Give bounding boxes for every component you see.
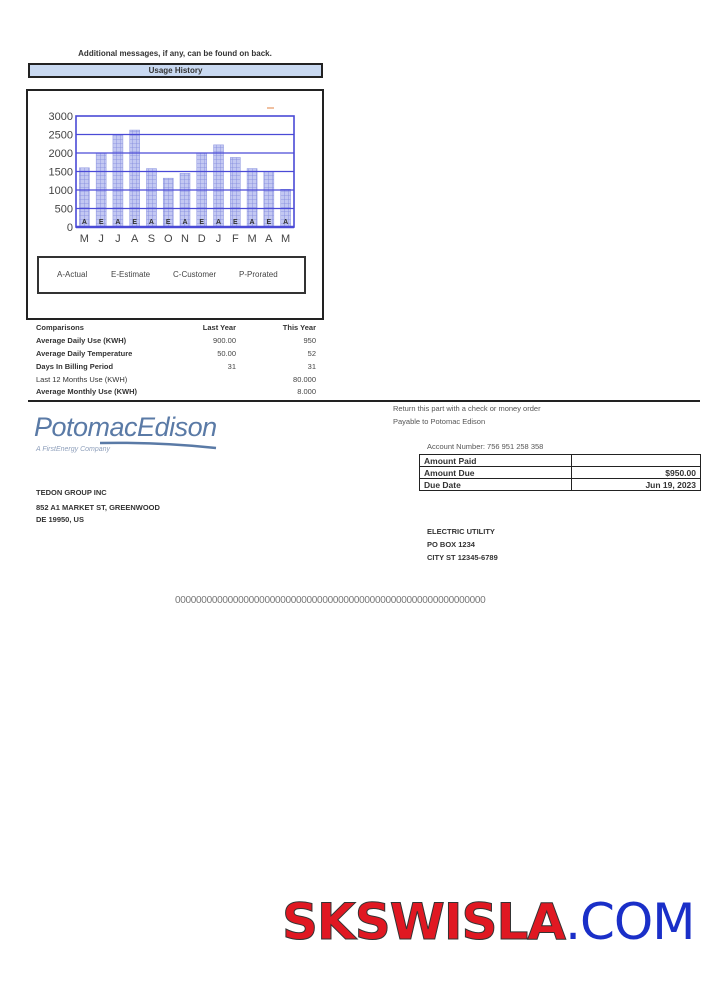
remit-address-line2: PO BOX 1234 [427,540,475,549]
comparison-this: 80.000 [293,375,316,384]
comparison-last: 31 [227,362,236,371]
tear-off-divider [28,400,700,402]
legend-customer: C-Customer [173,270,217,279]
watermark-part2: .COM [565,893,695,951]
usage-bar [214,145,224,227]
legend-prorated: P-Prorated [239,270,278,279]
customer-address-line2: DE 19950, US [36,515,84,524]
y-tick-label: 0 [66,222,73,234]
bar-code-label: E [132,219,138,226]
comparison-last: 900.00 [213,336,236,345]
bar-code-label: A [216,219,222,226]
scanline-code: 00000000000000000000000000000000000000000000000000000000000 [175,595,486,606]
usage-chart [28,91,320,251]
x-tick-label: D [197,233,206,245]
bar-code-label: A [283,219,289,226]
payable-to: Payable to Potomac Edison [393,417,486,426]
comparison-last: 50.00 [217,349,236,358]
potomac-edison-logo: PotomacEdison [34,412,217,442]
comparison-this: 950 [303,336,316,345]
due-date-row [420,479,701,491]
x-tick-label: O [163,233,173,245]
usage-bar [113,135,123,228]
comparison-row-label: Average Daily Temperature [36,349,133,358]
account-number: Account Number: 756 951 258 358 [427,442,544,451]
comparison-row-label: Last 12 Months Use (KWH) [36,375,128,384]
comparison-row-label: Average Monthly Use (KWH) [36,387,137,396]
y-tick-label: 2000 [48,148,73,160]
y-tick-label: 3000 [48,111,73,123]
x-tick-label: M [247,233,257,245]
y-tick-label: 1500 [48,166,73,179]
x-tick-label: J [115,233,121,245]
x-tick-label: N [181,233,189,245]
amount-paid-label: Amount Paid [420,455,572,467]
comparisons-header: Comparisons [36,323,84,332]
x-tick-label: A [265,233,273,245]
bar-code-label: E [199,219,205,226]
amount-paid-field[interactable] [572,455,701,467]
watermark-part1: SKSWISLA [282,893,566,951]
x-tick-label: M [79,233,89,245]
bar-code-label: A [148,219,154,226]
customer-name: TEDON GROUP INC [36,488,107,497]
bar-code-label: E [232,219,238,226]
x-tick-label: M [281,233,291,245]
legend-estimate: E-Estimate [111,270,151,279]
remit-address-line1: ELECTRIC UTILITY [427,527,495,536]
logo-tagline: A FirstEnergy Company [36,446,111,453]
x-tick-label: J [215,233,222,245]
x-tick-label: J [98,233,104,245]
additional-messages-note: Additional messages, if any, can be found on back. [78,49,272,58]
bar-code-label: A [81,219,87,226]
remit-address-line3: CITY ST 12345-6789 [427,553,498,562]
bar-code-label: E [165,219,171,226]
last-year-header: Last Year [202,323,236,332]
usage-history-header: Usage History [28,63,323,78]
amount-paid-row [420,455,701,467]
usage-bar [130,130,140,227]
return-instruction: Return this part with a check or money order [393,404,541,413]
watermark [282,893,694,951]
usage-bar [230,157,240,227]
x-tick-label: A [131,233,139,245]
logo-swoosh-icon [100,440,220,450]
amount-due-row [420,467,701,479]
payment-table [419,454,701,491]
amount-due-label: Amount Due [420,467,572,479]
comparison-this: 8.000 [297,387,316,396]
comparison-this: 52 [307,349,316,358]
bar-code-label: A [115,219,121,226]
y-tick-label: 2500 [48,129,73,142]
y-tick-label: 500 [54,203,73,216]
bar-code-label: E [266,219,272,226]
customer-address-line1: 852 A1 MARKET ST, GREENWOOD [36,503,160,512]
x-tick-label: S [147,233,156,245]
chart-legend [37,256,306,294]
x-tick-label: F [231,233,239,245]
comparison-row-label: Days In Billing Period [36,362,114,371]
comparison-this: 31 [307,362,316,371]
due-date-value: Jun 19, 2023 [572,479,701,491]
legend-actual: A-Actual [57,270,88,279]
due-date-label: Due Date [420,479,572,491]
bar-code-label: A [249,219,255,226]
this-year-header: This Year [282,323,316,332]
amount-due-value: $950.00 [572,467,701,479]
bar-code-label: E [98,219,104,226]
comparison-row-label: Average Daily Use (KWH) [36,336,127,345]
y-tick-label: 1000 [48,185,73,197]
bar-code-label: A [182,219,188,226]
